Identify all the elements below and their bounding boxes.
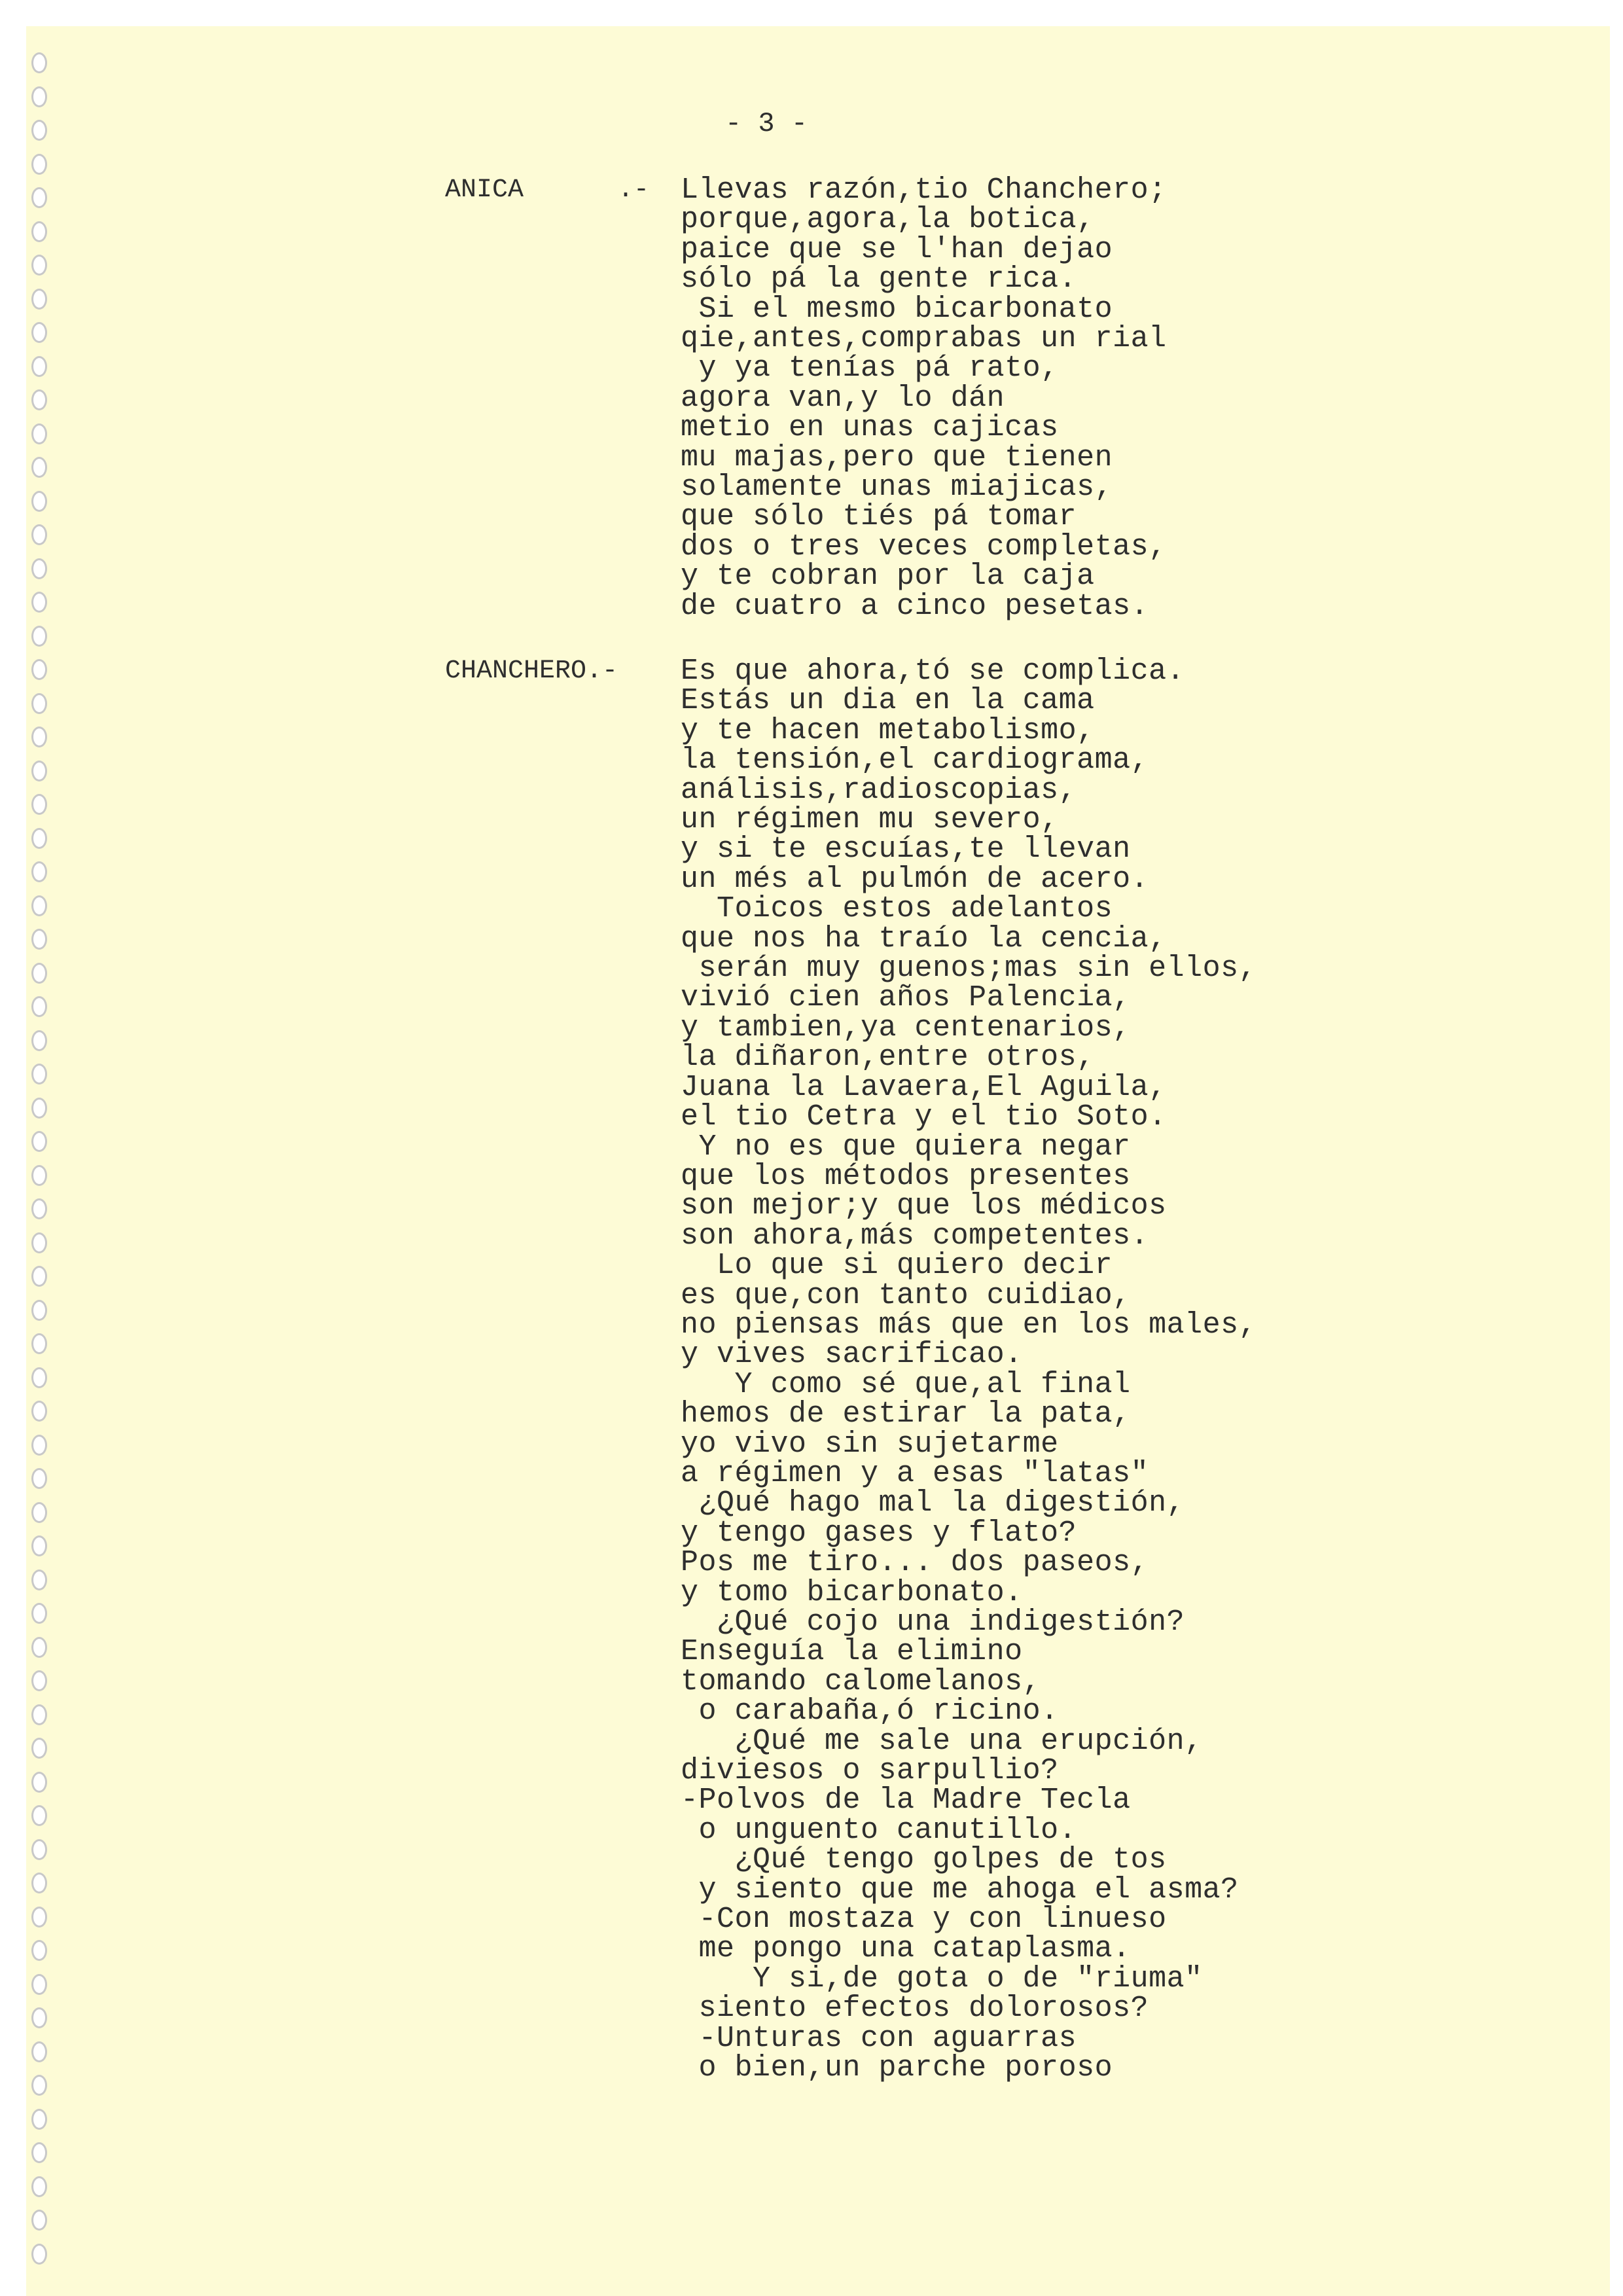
verse-line: y tomo bicarbonato. [681, 1575, 1023, 1609]
verse-line: me pongo una cataplasma. [681, 1932, 1131, 1966]
binder-hole [31, 1435, 47, 1456]
binder-hole [31, 1131, 47, 1152]
verse-line: dos o tres veces completas, [681, 529, 1167, 564]
verse-line: -Con mostaza y con linueso [681, 1903, 1167, 1937]
binder-hole [31, 289, 47, 310]
verse-line: Toicos estos adelantos [681, 892, 1113, 926]
verse-line: Es que ahora,tó se complica. [681, 655, 1185, 688]
binder-hole [31, 1333, 47, 1354]
verse-line: qie,antes,comprabas un rial [681, 322, 1167, 356]
verse-line: que sólo tiés pá tomar [681, 500, 1077, 534]
page-number: - 3 - [725, 108, 808, 139]
binder-hole [31, 659, 47, 680]
binder-hole [31, 1670, 47, 1691]
binder-hole [31, 1907, 47, 1928]
binder-hole [31, 1502, 47, 1523]
verse-line: y tambien,ya centenarios, [681, 1011, 1131, 1045]
binder-hole [31, 1266, 47, 1287]
binder-hole [31, 356, 47, 377]
binder-hole [31, 2041, 47, 2062]
verse-line: solamente unas miajicas, [681, 471, 1113, 505]
binder-hole [31, 761, 47, 781]
binder-hole [31, 1098, 47, 1119]
verse-line: y si te escuías,te llevan [681, 833, 1131, 867]
binder-hole [31, 794, 47, 815]
binder-hole [31, 2142, 47, 2163]
verse-line: diviesos o sarpullio? [681, 1754, 1059, 1788]
verse-line: la tensión,el cardiograma, [681, 744, 1149, 778]
binder-hole [31, 1940, 47, 1961]
verse-line: porque,agora,la botica, [681, 203, 1095, 237]
verse-line: es que,con tanto cuidiao, [681, 1278, 1131, 1312]
verse-line: y ya tenías pá rato, [681, 351, 1059, 386]
binder-hole [31, 929, 47, 950]
binder-hole [31, 1738, 47, 1759]
binder-hole [31, 221, 47, 242]
verse-line: el tio Cetra y el tio Soto. [681, 1100, 1167, 1134]
binder-hole [31, 2075, 47, 2096]
binder-hole [31, 693, 47, 714]
verse-line: un més al pulmón de acero. [681, 862, 1149, 896]
verse-block [681, 175, 1167, 621]
verse-line: Y no es que quiera negar [681, 1130, 1131, 1164]
binder-hole [31, 2007, 47, 2028]
verse-line: o unguento canutillo. [681, 1813, 1077, 1847]
binder-hole [31, 1300, 47, 1321]
binder-hole [31, 1030, 47, 1051]
binder-hole [31, 1805, 47, 1826]
verse-line: vivió cien años Palencia, [681, 981, 1131, 1015]
verse-line: Lo que si quiero decir [681, 1249, 1113, 1283]
verse-line: mu majas,pero que tienen [681, 440, 1113, 475]
verse-line: Llevas razón,tio Chanchero; [681, 173, 1167, 207]
binder-hole [31, 558, 47, 579]
binder-hole [31, 626, 47, 647]
verse-line: y vives sacrificao. [681, 1338, 1023, 1372]
verse-line: o bien,un parche poroso [681, 2051, 1113, 2085]
verse-line: sólo pá la gente rica. [681, 262, 1077, 296]
verse-line: ¿Qué cojo una indigestión? [681, 1605, 1185, 1639]
verse-line: de cuatro a cinco pesetas. [681, 589, 1149, 623]
binder-hole [31, 726, 47, 747]
verse-line: no piensas más que en los males, [681, 1308, 1257, 1342]
binder-hole [31, 1974, 47, 1995]
binder-hole [31, 187, 47, 208]
verse-line: a régimen y a esas "latas" [681, 1456, 1149, 1490]
binder-hole [31, 120, 47, 141]
binder-hole [31, 2210, 47, 2231]
binder-hole [31, 86, 47, 107]
verse-line: o carabaña,ó ricino. [681, 1695, 1059, 1729]
verse-line: Si el mesmo bicarbonato [681, 292, 1113, 326]
verse-line: Enseguía la elimino [681, 1635, 1023, 1669]
verse-line: yo vivo sin sujetarme [681, 1427, 1059, 1461]
verse-line: y tengo gases y flato? [681, 1516, 1077, 1550]
binder-hole [31, 1401, 47, 1422]
binder-hole [31, 457, 47, 478]
binder-hole [31, 1839, 47, 1860]
binder-hole [31, 1367, 47, 1388]
binder-hole [31, 996, 47, 1017]
verse-line: Y si,de gota o de "riuma" [681, 1962, 1203, 1996]
binder-hole [31, 389, 47, 410]
verse-line: un régimen mu severo, [681, 803, 1059, 837]
speaker-name: ANICA .- [445, 175, 650, 205]
binder-hole [31, 2109, 47, 2130]
verse-line: serán muy guenos;mas sin ellos, [681, 952, 1257, 986]
verse-line: -Polvos de la Madre Tecla [681, 1784, 1131, 1818]
binder-hole [31, 52, 47, 73]
verse-line: metio en unas cajicas [681, 411, 1059, 445]
verse-line: la diñaron,entre otros, [681, 1041, 1095, 1075]
binder-hole [31, 154, 47, 175]
verse-line: hemos de estirar la pata, [681, 1397, 1131, 1431]
binder-hole [31, 1064, 47, 1085]
verse-line: Estás un dia en la cama [681, 684, 1095, 718]
binder-hole [31, 1772, 47, 1793]
verse-line: ¿Qué hago mal la digestión, [681, 1486, 1185, 1520]
binder-hole [31, 1165, 47, 1186]
binder-hole [31, 255, 47, 276]
binder-hole [31, 592, 47, 613]
speaker-name: CHANCHERO.- [445, 656, 618, 686]
binder-hole [31, 963, 47, 984]
binder-hole [31, 1704, 47, 1725]
verse-line: Juana la Lavaera,El Aguila, [681, 1070, 1167, 1104]
verse-line: -Unturas con aguarras [681, 2021, 1077, 2055]
verse-line: paice que se l'han dejao [681, 232, 1113, 266]
binder-hole [31, 1570, 47, 1590]
verse-line: análisis,radioscopias, [681, 773, 1077, 807]
binder-hole [31, 1232, 47, 1253]
binder-hole [31, 1468, 47, 1489]
binder-hole [31, 2176, 47, 2197]
binder-hole [31, 861, 47, 882]
binder-hole [31, 1637, 47, 1658]
verse-line: Y como sé que,al final [681, 1367, 1131, 1401]
binder-hole [31, 322, 47, 343]
verse-line: que nos ha traío la cencia, [681, 922, 1167, 956]
verse-line: son ahora,más competentes. [681, 1219, 1149, 1253]
verse-line: siento efectos dolorosos? [681, 1992, 1149, 2026]
binder-hole [31, 895, 47, 916]
binder-hole [31, 1535, 47, 1556]
binder-hole [31, 1198, 47, 1219]
verse-line: ¿Qué me sale una erupción, [681, 1724, 1203, 1758]
verse-line: ¿Qué tengo golpes de tos [681, 1843, 1167, 1877]
binder-hole [31, 491, 47, 512]
binder-hole [31, 1873, 47, 1893]
verse-block [681, 656, 1257, 2083]
binder-hole [31, 524, 47, 545]
verse-line: que los métodos presentes [681, 1159, 1131, 1193]
verse-line: y te cobran por la caja [681, 560, 1095, 594]
verse-line: Pos me tiro... dos paseos, [681, 1546, 1149, 1580]
binder-hole [31, 2244, 47, 2265]
verse-line: y siento que me ahoga el asma? [681, 1873, 1239, 1907]
verse-line: tomando calomelanos, [681, 1664, 1041, 1698]
verse-line: agora van,y lo dán [681, 381, 1005, 415]
binder-hole [31, 828, 47, 849]
verse-line: son mejor;y que los médicos [681, 1189, 1167, 1223]
binder-hole [31, 423, 47, 444]
binder-hole [31, 1603, 47, 1624]
binder-holes [0, 26, 39, 2296]
verse-line: y te hacen metabolismo, [681, 713, 1095, 747]
